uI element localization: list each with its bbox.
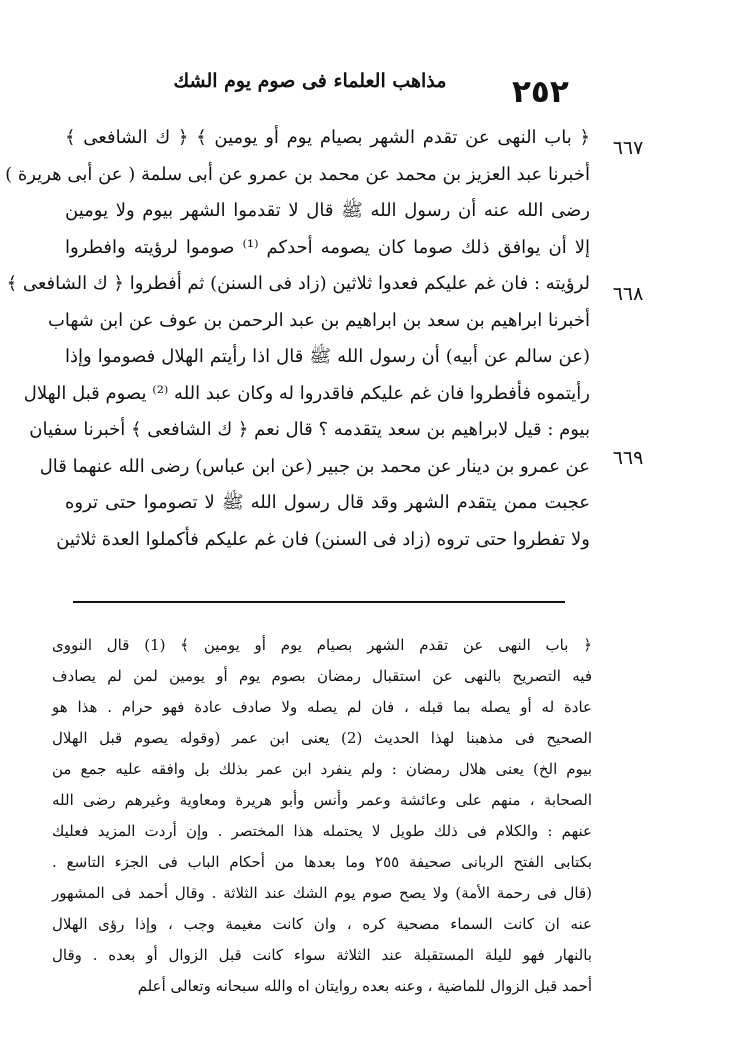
running-title: مذاهب العلماء فى صوم يوم الشك xyxy=(173,70,447,92)
footnote-line: الصحابة ، منهم على وعائشة وعمر وأنس وأبو هريرة ومعاوية وغيرهم رضى الله xyxy=(52,791,592,809)
footnote-divider xyxy=(73,601,565,603)
footnote-line: بالنهار فهو لليلة المستقبلة عند الثلاثة سواء كانت قبل الزوال أو بعده . وقال xyxy=(52,946,592,964)
footnote-line: عنهم : والكلام فى ذلك طويل لا يحتمله هذا المختصر . وإن أردت المزيد فعليك xyxy=(52,822,592,840)
text-line: رأيتموه فأفطروا فان غم عليكم فاقدروا له وكان عبد الله ⁽²⁾ يصوم قبل الهلال xyxy=(23,382,590,404)
text-line: ﴿ باب النهى عن تقدم الشهر بصيام يوم أو يومين ﴾ ﴿ ك الشافعى ﴾ xyxy=(65,127,590,148)
text-line: عجبت ممن يتقدم الشهر وقد قال رسول الله ﷺ لا تصوموا حتى تروه xyxy=(65,492,590,513)
footnote-line: أحمد قبل الزوال للماضية ، وعنه بعده روايتان اه والله سبحانه وتعالى أعلم xyxy=(137,977,592,995)
main-text xyxy=(5,120,591,558)
hadith-number: ٦٦٧ xyxy=(612,137,644,159)
footnote-line: بكتابى الفتح الربانى صحيفة ٢٥٥ وما بعدها من أحكام الباب فى الجزء التاسع . xyxy=(52,853,593,871)
page-number: ٢٥٢ xyxy=(512,74,569,110)
text-line: (عن سالم عن أبيه) أن رسول الله ﷺ قال اذا رأيتم الهلال فصوموا وإذا xyxy=(65,346,590,367)
text-line: عن عمرو بن دينار عن محمد بن جبير (عن ابن عباس) رضى الله عنهما قال xyxy=(39,455,590,477)
text-line: بيوم : قيل لابراهيم بن سعد يتقدمه ؟ قال نعم ﴿ ك الشافعى ﴾ أخبرنا سفيان xyxy=(29,419,590,440)
footnote-line: ﴿ باب النهى عن تقدم الشهر بصيام يوم أو يومين ﴾ (1) قال النووى xyxy=(52,636,592,654)
text-line: ولا تفطروا حتى تروه (زاد فى السنن) فان غم عليكم فأكملوا العدة ثلاثين xyxy=(56,528,590,550)
text-line: لرؤيته : فان غم عليكم فعدوا ثلاثين (زاد فى السنن) ثم أفطروا ﴿ ك الشافعى ﴾ xyxy=(6,273,590,294)
footnote-line: الصحيح فى مذهبنا لهذا الحديث (2) يعنى ابن عمر (وقوله يصوم قبل الهلال xyxy=(52,729,592,747)
text-line: أخبرنا ابراهيم بن سعد بن ابراهيم بن عبد الرحمن بن عوف عن ابن شهاب xyxy=(47,309,590,331)
footnote-line: فيه التصريح بالنهى عن استقبال رمضان بصوم يوم أو يومين لمن لم يصادف xyxy=(52,667,592,685)
footnote-line: عنه ان كانت السماء مصحية كره ، وان كانت مغيمة وجب ، وإذا رؤى الهلال xyxy=(52,915,592,933)
footnote-line: عادة له أو يصله بما قبله ، فان لم يصله ولا صادف عادة فهو حرام . هذا هو xyxy=(52,698,592,716)
text-line: إلا أن يوافق ذلك صوما كان يصومه أحدكم ⁽¹⁾ صوموا لرؤيته وافطروا xyxy=(65,236,591,258)
text-line: أخبرنا عبد العزيز بن محمد عن محمد بن عمرو عن أبى سلمة ( عن أبى هريرة ) xyxy=(5,163,590,185)
text-line: رضى الله عنه أن رسول الله ﷺ قال لا تقدموا الشهر بيوم ولا يومين xyxy=(65,200,590,221)
footnote-line: بيوم الخ) يعنى هلال رمضان : ولم ينفرد ابن عمر بذلك بل وافقه عليه جمع من xyxy=(52,760,592,778)
hadith-number: ٦٦٨ xyxy=(612,283,644,305)
hadith-number: ٦٦٩ xyxy=(612,447,644,469)
footnote-line: (قال فى رحمة الأمة) ولا يصح صوم يوم الشك عند الثلاثة . وقال أحمد فى المشهور xyxy=(52,884,592,902)
footnotes xyxy=(52,630,592,1002)
